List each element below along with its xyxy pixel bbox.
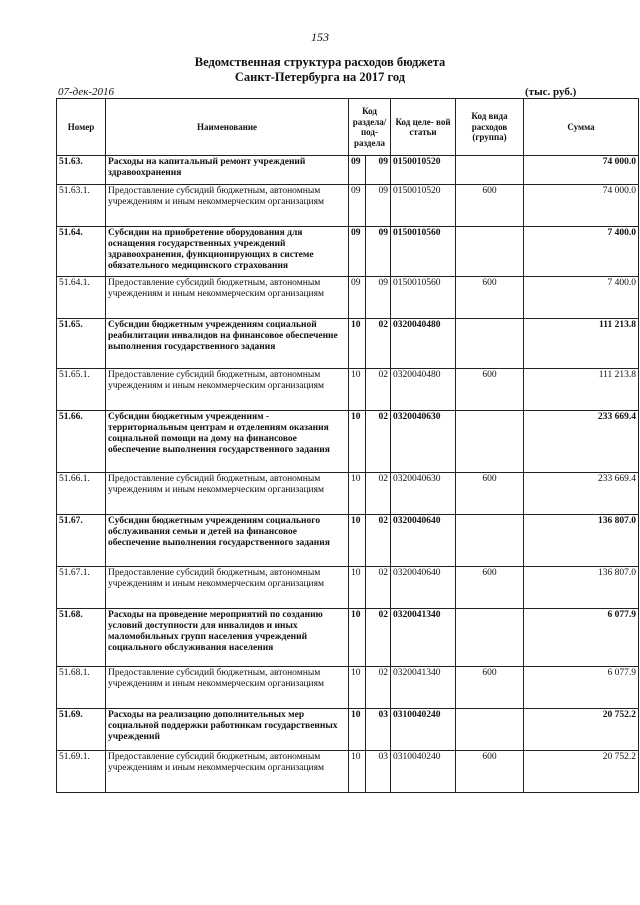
row-subsection-cell: 09 (366, 277, 391, 319)
table-row (57, 667, 639, 709)
row-amount-cell: 111 213.8 (524, 319, 639, 369)
row-expense-type-cell: 600 (456, 277, 524, 319)
row-name-cell: Предоставление субсидий бюджетным, автономным учреждениям и иным некоммерческим организациям (106, 567, 349, 609)
row-amount-cell: 20 752.2 (524, 751, 639, 793)
row-name-cell: Субсидии бюджетным учреждениям социального обслуживания семьи и детей на финансовое обеспечение выполнения государственного задания (106, 515, 349, 567)
table-row (57, 156, 639, 185)
table-row (57, 709, 639, 751)
row-section-cell: 10 (349, 319, 366, 369)
table-row (57, 751, 639, 793)
table-body (57, 156, 639, 793)
title-line-2: Санкт-Петербурга на 2017 год (234, 70, 406, 84)
row-number-cell: 51.64.1. (57, 277, 106, 319)
row-subsection-cell: 09 (366, 185, 391, 227)
table-row (57, 473, 639, 515)
row-section-cell: 10 (349, 667, 366, 709)
row-expense-type-cell (456, 709, 524, 751)
row-subsection-cell: 02 (366, 319, 391, 369)
row-amount-cell: 6 077.9 (524, 667, 639, 709)
row-number-cell: 51.65.1. (57, 369, 106, 411)
table-row (57, 515, 639, 567)
row-section-cell: 10 (349, 515, 366, 567)
row-article-cell: 0320040630 (391, 411, 456, 473)
row-section-cell: 09 (349, 156, 366, 185)
row-subsection-cell: 02 (366, 411, 391, 473)
row-amount-cell: 233 669.4 (524, 473, 639, 515)
row-article-cell: 0320040630 (391, 473, 456, 515)
row-amount-cell: 74 000.0 (524, 156, 639, 185)
row-subsection-cell: 03 (366, 709, 391, 751)
row-number-cell: 51.67.1. (57, 567, 106, 609)
row-expense-type-cell (456, 156, 524, 185)
table-row (57, 369, 639, 411)
row-number-cell: 51.69. (57, 709, 106, 751)
row-name-cell: Предоставление субсидий бюджетным, автономным учреждениям и иным некоммерческим организациям (106, 277, 349, 319)
row-section-cell: 09 (349, 277, 366, 319)
row-number-cell: 51.68.1. (57, 667, 106, 709)
row-expense-type-cell (456, 609, 524, 667)
row-section-cell: 10 (349, 369, 366, 411)
row-number-cell: 51.63. (57, 156, 106, 185)
row-amount-cell: 6 077.9 (524, 609, 639, 667)
row-subsection-cell: 03 (366, 751, 391, 793)
table-row (57, 185, 639, 227)
table-row (57, 567, 639, 609)
row-number-cell: 51.63.1. (57, 185, 106, 227)
row-subsection-cell: 09 (366, 156, 391, 185)
row-article-cell: 0310040240 (391, 709, 456, 751)
row-amount-cell: 20 752.2 (524, 709, 639, 751)
row-expense-type-cell: 600 (456, 567, 524, 609)
row-section-cell: 09 (349, 185, 366, 227)
header-amount: Сумма (524, 99, 639, 156)
row-article-cell: 0320040480 (391, 319, 456, 369)
row-expense-type-cell: 600 (456, 751, 524, 793)
row-subsection-cell: 02 (366, 609, 391, 667)
row-expense-type-cell: 600 (456, 185, 524, 227)
row-amount-cell: 7 400.0 (524, 277, 639, 319)
row-article-cell: 0320040640 (391, 567, 456, 609)
row-expense-type-cell (456, 515, 524, 567)
budget-table (56, 98, 639, 793)
row-name-cell: Субсидии бюджетным учреждениям социальной реабилитации инвалидов на финансовое обеспечение выполнения государственного задания (106, 319, 349, 369)
row-expense-type-cell: 600 (456, 473, 524, 515)
row-expense-type-cell: 600 (456, 667, 524, 709)
header-number: Номер (57, 99, 106, 156)
row-article-cell: 0150010520 (391, 156, 456, 185)
title-line-1: Ведомственная структура расходов бюджета (194, 55, 446, 69)
row-section-cell: 10 (349, 609, 366, 667)
row-expense-type-cell (456, 319, 524, 369)
row-section-cell: 10 (349, 709, 366, 751)
row-section-cell: 10 (349, 473, 366, 515)
row-subsection-cell: 02 (366, 567, 391, 609)
row-name-cell: Предоставление субсидий бюджетным, автономным учреждениям и иным некоммерческим организациям (106, 751, 349, 793)
row-name-cell: Расходы на проведение мероприятий по созданию условий доступности для инвалидов и иных маломобильных групп населения учреждений социального обслуживания населения (106, 609, 349, 667)
row-name-cell: Предоставление субсидий бюджетным, автономным учреждениям и иным некоммерческим организациям (106, 473, 349, 515)
row-amount-cell: 233 669.4 (524, 411, 639, 473)
row-article-cell: 0320041340 (391, 667, 456, 709)
row-name-cell: Расходы на реализацию дополнительных мер социальной поддержки работникам государственных учреждений (106, 709, 349, 751)
row-amount-cell: 136 807.0 (524, 567, 639, 609)
row-article-cell: 0320041340 (391, 609, 456, 667)
header-article: Код целе- вой статьи (391, 99, 456, 156)
table-row (57, 319, 639, 369)
header-name: Наименование (106, 99, 349, 156)
row-number-cell: 51.65. (57, 319, 106, 369)
units-label: (тыс. руб.) (525, 86, 577, 98)
row-number-cell: 51.64. (57, 227, 106, 277)
row-section-cell: 10 (349, 567, 366, 609)
row-subsection-cell: 09 (366, 227, 391, 277)
row-article-cell: 0320040640 (391, 515, 456, 567)
row-article-cell: 0150010560 (391, 277, 456, 319)
row-name-cell: Расходы на капитальный ремонт учреждений здравоохранения (106, 156, 349, 185)
row-name-cell: Субсидии бюджетным учреждениям - территориальным центрам и отделениям оказания социальной помощи на дому на финансовое обеспечение выполнения государственного задания (106, 411, 349, 473)
document-title (0, 55, 640, 85)
row-expense-type-cell (456, 411, 524, 473)
document-date: 07-дек-2016 (58, 86, 115, 98)
header-expense-type: Код вида расходов (группа) (456, 99, 524, 156)
table-row (57, 227, 639, 277)
row-expense-type-cell (456, 227, 524, 277)
row-amount-cell: 111 213.8 (524, 369, 639, 411)
row-amount-cell: 7 400.0 (524, 227, 639, 277)
row-number-cell: 51.69.1. (57, 751, 106, 793)
row-number-cell: 51.67. (57, 515, 106, 567)
row-subsection-cell: 02 (366, 369, 391, 411)
row-article-cell: 0320040480 (391, 369, 456, 411)
row-name-cell: Предоставление субсидий бюджетным, автономным учреждениям и иным некоммерческим организациям (106, 185, 349, 227)
row-name-cell: Предоставление субсидий бюджетным, автономным учреждениям и иным некоммерческим организациям (106, 369, 349, 411)
row-section-cell: 10 (349, 751, 366, 793)
row-amount-cell: 136 807.0 (524, 515, 639, 567)
row-number-cell: 51.66. (57, 411, 106, 473)
row-article-cell: 0150010520 (391, 185, 456, 227)
row-name-cell: Предоставление субсидий бюджетным, автономным учреждениям и иным некоммерческим организациям (106, 667, 349, 709)
table-header-row (57, 99, 639, 156)
row-article-cell: 0310040240 (391, 751, 456, 793)
row-subsection-cell: 02 (366, 473, 391, 515)
table-row (57, 411, 639, 473)
row-section-cell: 09 (349, 227, 366, 277)
row-subsection-cell: 02 (366, 667, 391, 709)
row-section-cell: 10 (349, 411, 366, 473)
page-number: 153 (311, 30, 329, 44)
row-name-cell: Субсидии на приобретение оборудования для оснащения государственных учреждений здравоохранения, функционирующих в системе обязательного медицинского страхования (106, 227, 349, 277)
row-article-cell: 0150010560 (391, 227, 456, 277)
table-row (57, 609, 639, 667)
table-row (57, 277, 639, 319)
row-subsection-cell: 02 (366, 515, 391, 567)
row-expense-type-cell: 600 (456, 369, 524, 411)
row-amount-cell: 74 000.0 (524, 185, 639, 227)
header-section: Код раздела/ под- раздела (349, 99, 391, 156)
row-number-cell: 51.68. (57, 609, 106, 667)
row-number-cell: 51.66.1. (57, 473, 106, 515)
